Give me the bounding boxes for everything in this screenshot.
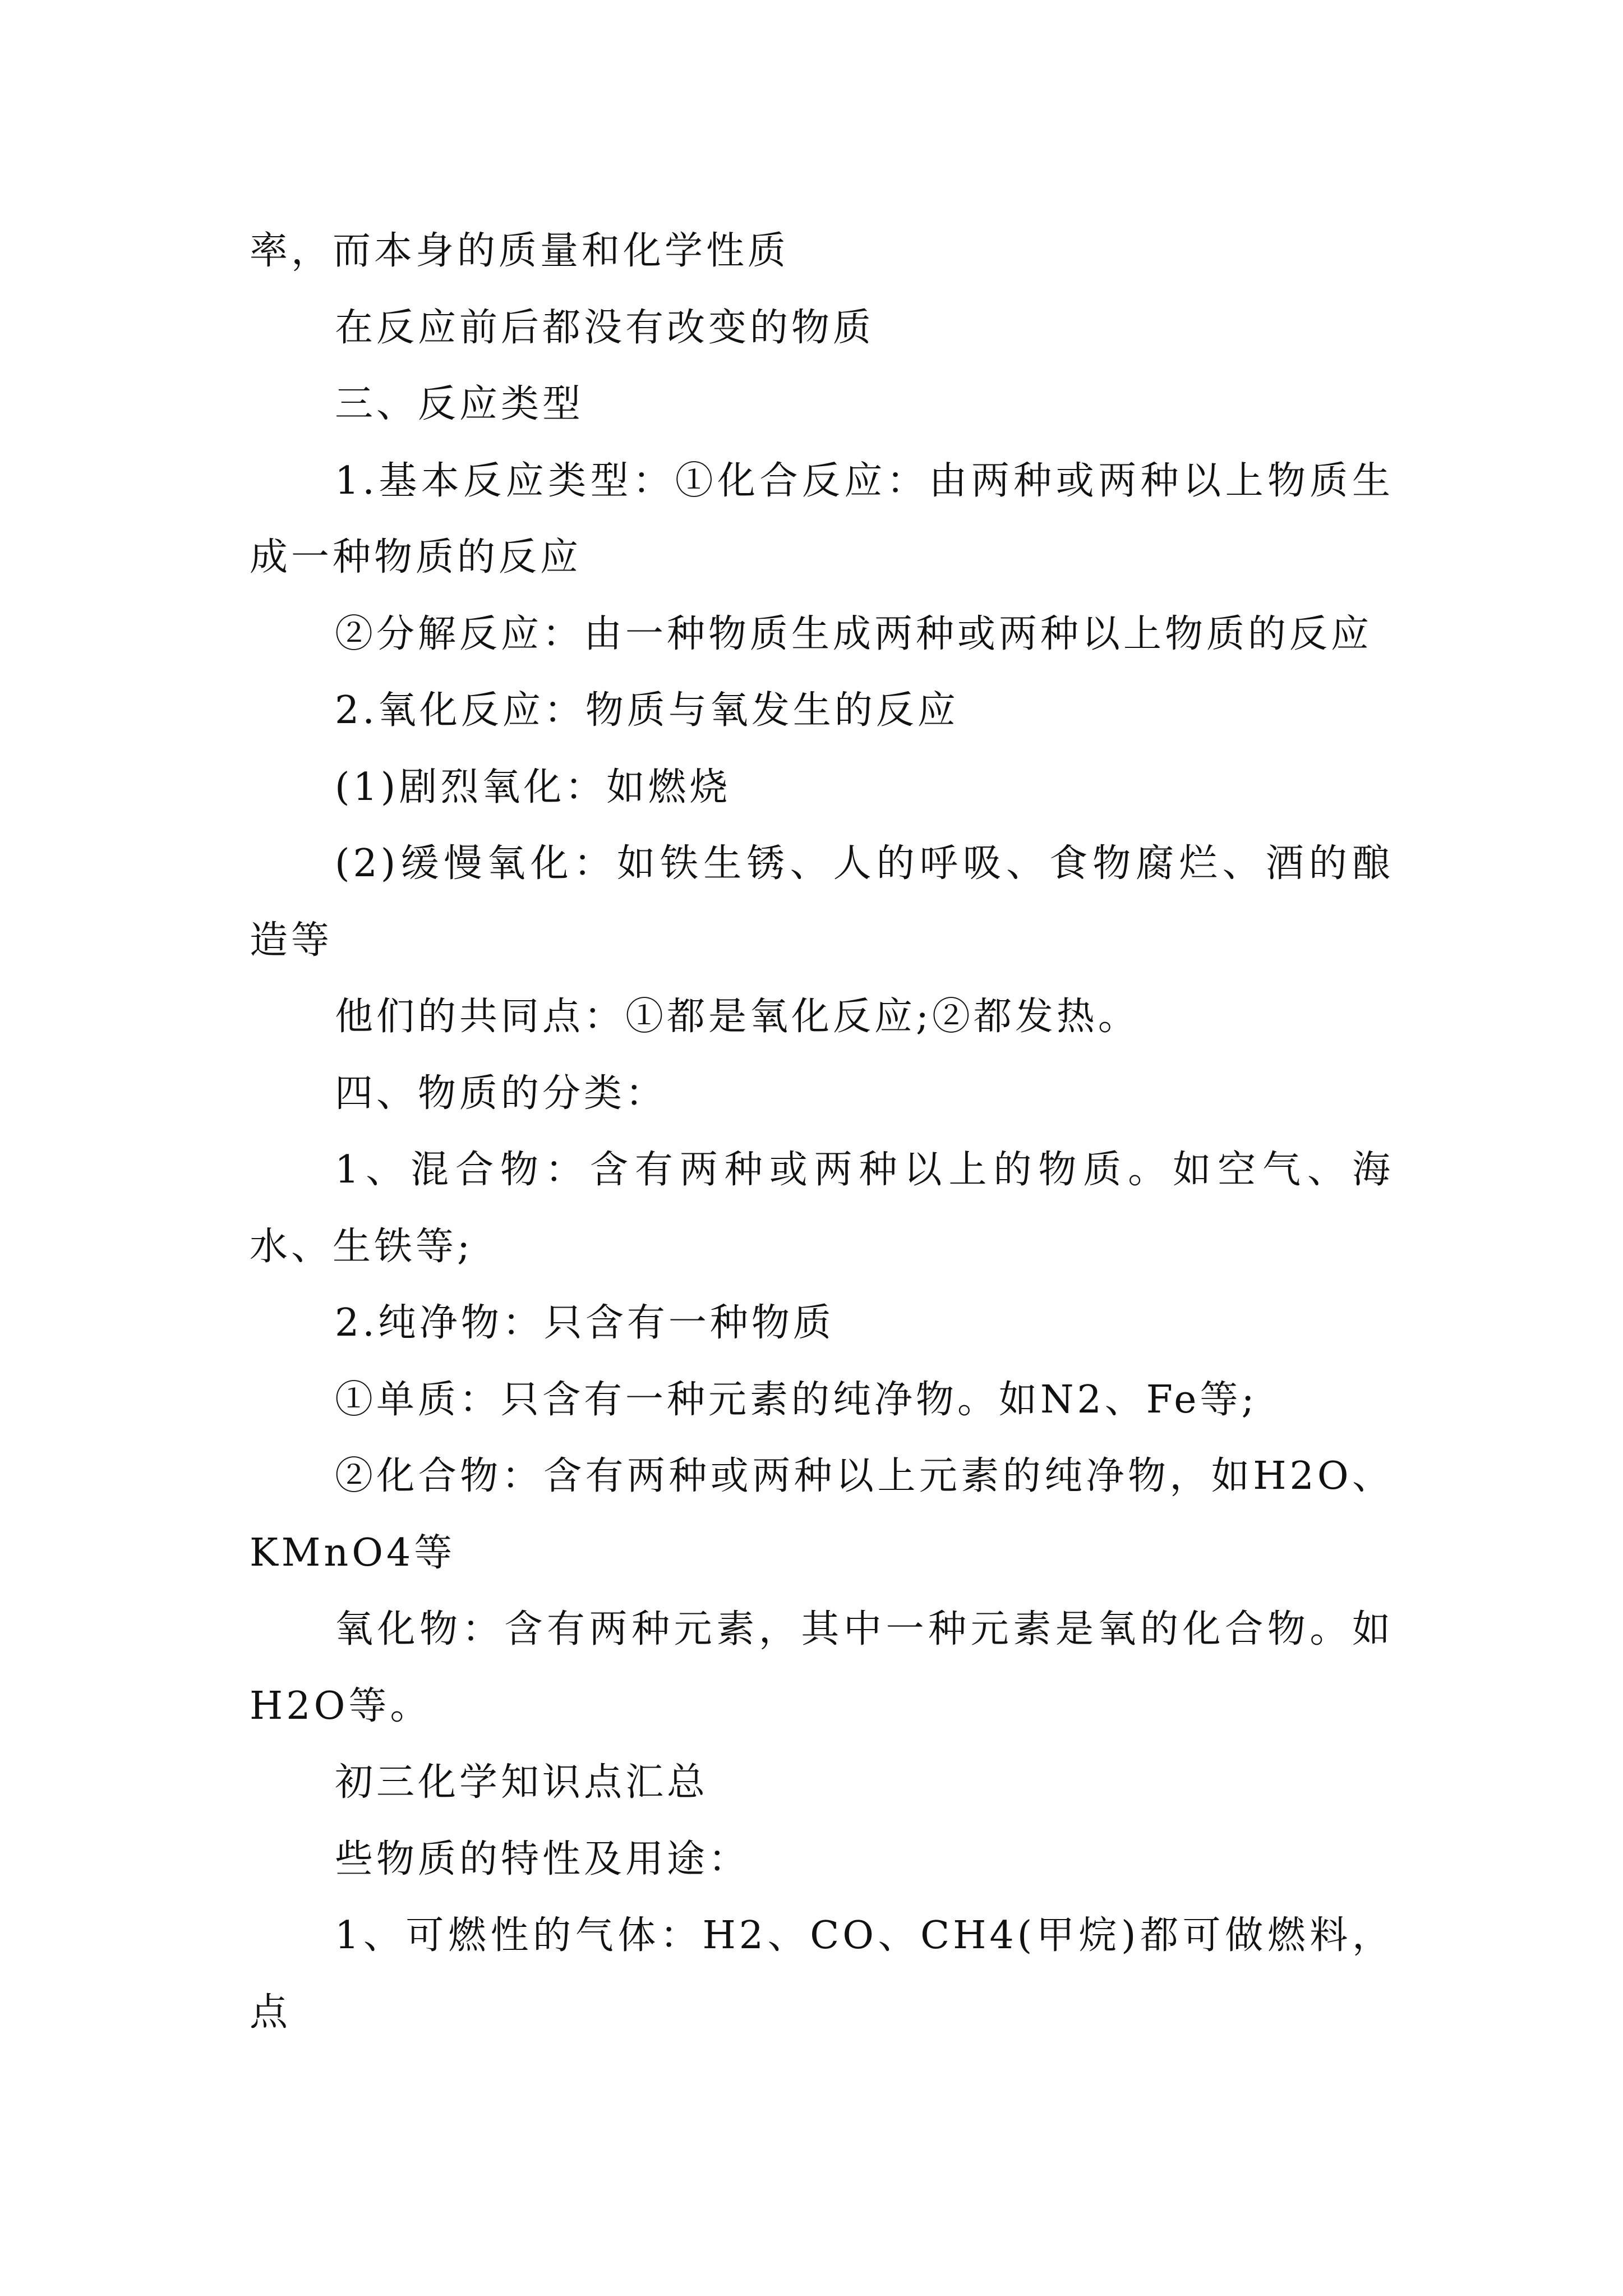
section-heading-reaction-types: 三、反应类型 <box>335 382 584 426</box>
paragraph-continuation: 率，而本身的质量和化学性质 <box>250 229 790 273</box>
paragraph: 在反应前后都没有改变的物质 <box>335 305 875 350</box>
paragraph: 1、可燃性的气体：H2、CO、CH4(甲烷)都可做燃料，点 <box>250 1913 1394 2035</box>
paragraph: (2)缓慢氧化：如铁生锈、人的呼吸、食物腐烂、酒的酿造等 <box>250 841 1394 963</box>
document-body <box>250 213 1394 2051</box>
paragraph: 些物质的特性及用途： <box>335 1837 750 1881</box>
paragraph: 他们的共同点：①都是氧化反应;②都发热。 <box>335 995 1140 1039</box>
paragraph: 1、混合物：含有两种或两种以上的物质。如空气、海水、生铁等; <box>250 1148 1394 1269</box>
paragraph: ①单质：只含有一种元素的纯净物。如N2、Fe等; <box>335 1377 1258 1422</box>
section-heading-classification: 四、物质的分类： <box>335 1071 667 1116</box>
paragraph: 2.氧化反应：物质与氧发生的反应 <box>335 688 959 733</box>
paragraph: 2.纯净物：只含有一种物质 <box>335 1301 834 1345</box>
paragraph: 1.基本反应类型：①化合反应：由两种或两种以上物质生成一种物质的反应 <box>250 458 1394 579</box>
section-heading-summary: 初三化学知识点汇总 <box>335 1760 709 1805</box>
paragraph: 氧化物：含有两种元素，其中一种元素是氧的化合物。如H2O等。 <box>250 1607 1394 1728</box>
paragraph: ②化合物：含有两种或两种以上元素的纯净物，如H2O、KMnO4等 <box>250 1454 1394 1575</box>
paragraph: (1)剧烈氧化：如燃烧 <box>335 765 731 809</box>
paragraph: ②分解反应：由一种物质生成两种或两种以上物质的反应 <box>335 611 1373 656</box>
